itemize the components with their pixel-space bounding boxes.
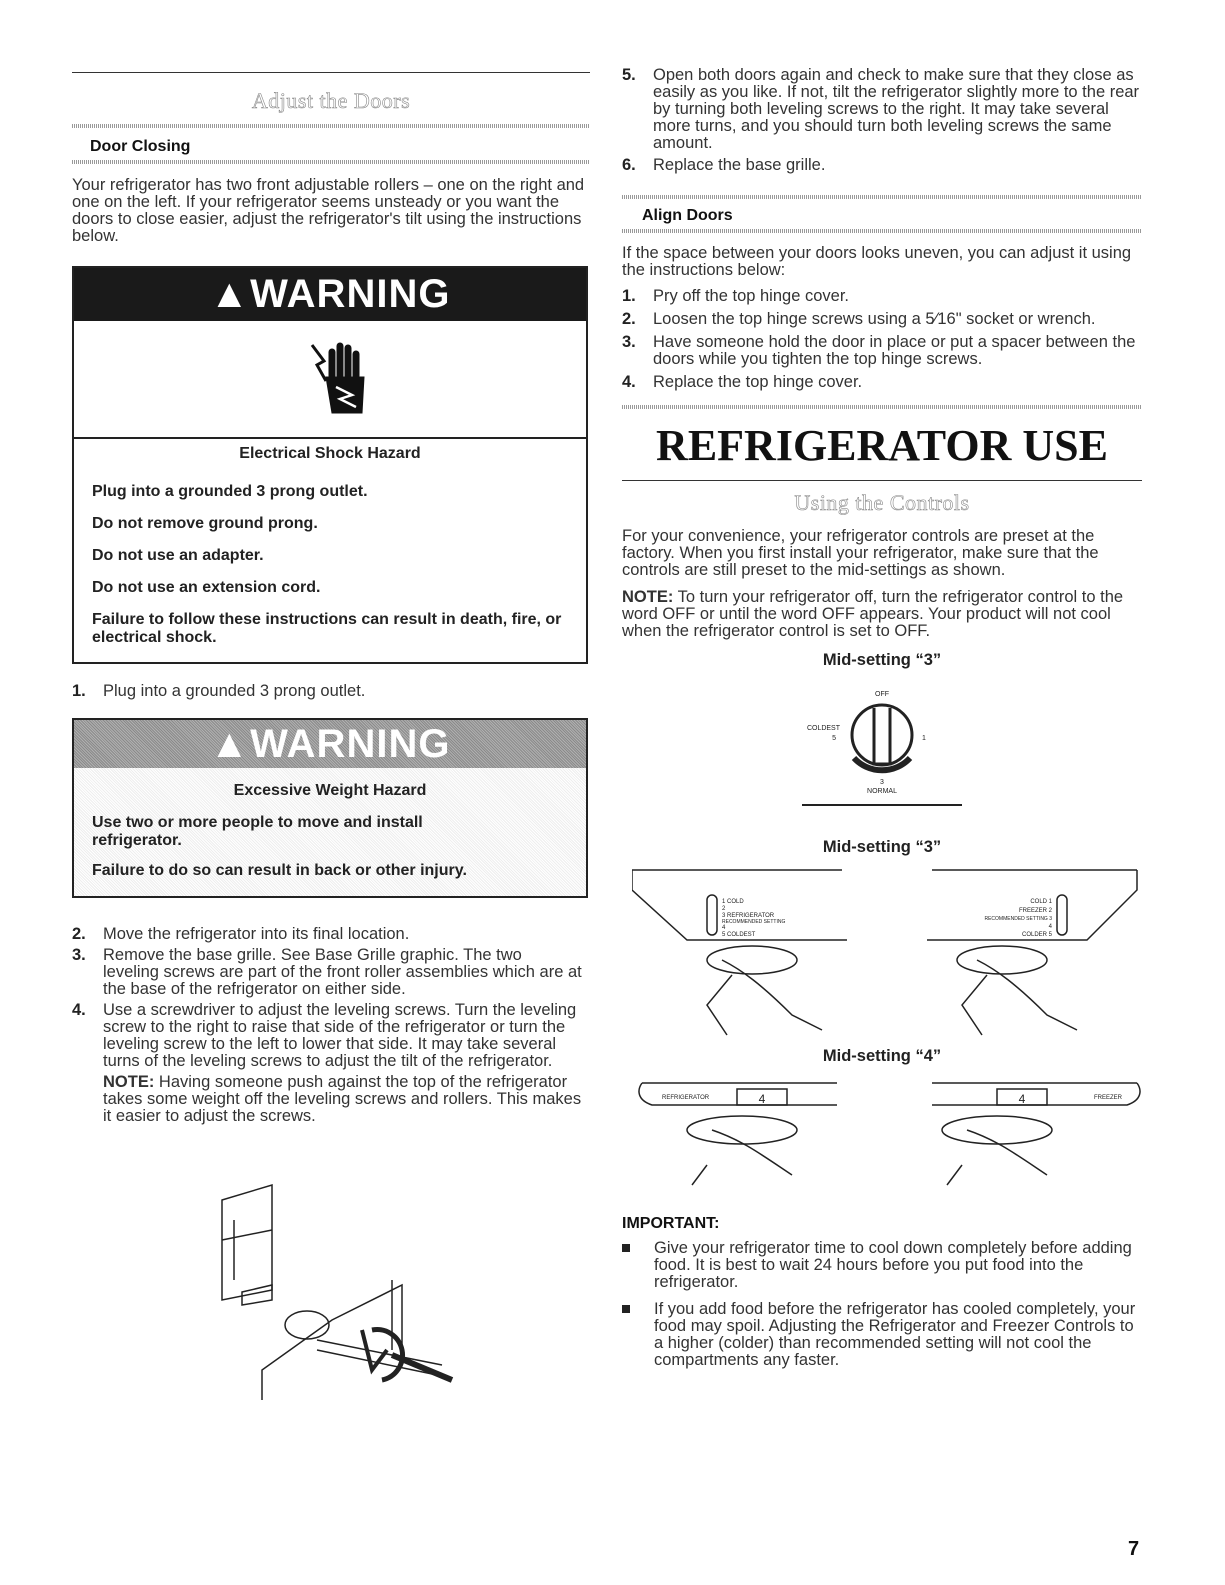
controls-text: For your convenience, your refrigerator controls are preset at the factory. When you first install your refrigerator, make sure that the controls are still preset to the mid-settings as shown. <box>622 527 1099 579</box>
caption-mid-setting-slider: Mid-setting “3” <box>822 838 942 856</box>
slider-label: 3 REFRIGERATOR <box>722 913 775 919</box>
align-step-4: 4. Replace the top hinge cover. <box>622 373 863 391</box>
warning-line: Do not use an adapter. <box>92 547 264 564</box>
shock-hazard-graphic <box>74 321 586 439</box>
section-title-adjust-doors: Adjust the Doors <box>251 88 411 113</box>
electric-shock-hand-icon <box>74 321 586 437</box>
divider <box>72 160 590 164</box>
important-bullet: Give your refrigerator time to cool down completely before adding food. It is best to wait 24 hours before you put food into the refrigerator. <box>622 1240 1142 1291</box>
warning-line: Do not remove ground prong. <box>92 515 318 532</box>
dial-three-label: 3 <box>880 779 884 786</box>
warning-label: WARNING <box>250 722 451 766</box>
main-title: REFRIGERATOR USE <box>656 421 1108 470</box>
step-2: 2. Move the refrigerator into its final location. <box>72 925 410 943</box>
dial-coldest-label: COLDEST <box>806 725 840 732</box>
warning-line: Plug into a grounded 3 prong outlet. <box>92 483 368 500</box>
door-closing-text: Your refrigerator has two front adjustable rollers – one on the right and one on the left. If your refrigerator seems unsteady or you want the doors to close easier, adjust the refrigerator's tilt using the instructions below. <box>72 176 585 245</box>
slider-label: 4 <box>1048 924 1052 930</box>
bar-freezer-value: 4 <box>1018 1092 1026 1106</box>
slider-label: RECOMMENDED SETTING 3 <box>984 916 1052 922</box>
slider-label: 2 <box>722 906 726 912</box>
important-bullet: If you add food before the refrigerator has cooled completely, your food may spoil. Adjusting the Refrigerator and Freezer Controls to a higher (colder) than recommended setting will not cool the compartments any faster. <box>622 1301 1142 1369</box>
divider <box>622 195 1142 199</box>
dial-normal-label: NORMAL <box>867 788 897 795</box>
divider <box>622 405 1142 409</box>
dial-off-label: OFF <box>875 691 889 698</box>
slider-label: RECOMMENDED SETTING <box>722 919 786 925</box>
warning-line: Use two or more people to move and install refrigerator. <box>92 814 423 849</box>
important-label: IMPORTANT: <box>622 1215 720 1232</box>
divider <box>622 229 1142 233</box>
leveling-screw-illustration <box>212 1180 512 1410</box>
align-step-2: 2. Loosen the top hinge screws using a 5⁄16" socket or wrench. <box>622 310 1096 328</box>
temperature-dial-icon <box>792 680 972 820</box>
door-closing-heading: Door Closing <box>90 138 191 155</box>
controls-note: NOTE: To turn your refrigerator off, turn the refrigerator control to the word OFF or until the word OFF appears. Your product will not cool when the refrigerator control is set to OFF. <box>622 588 1124 640</box>
bar-refrigerator-label: REFRIGERATOR <box>662 1095 710 1101</box>
step-1: 1. Plug into a grounded 3 prong outlet. <box>72 682 366 700</box>
step-6: 6. Replace the base grille. <box>622 156 826 174</box>
warning-line: Do not use an extension cord. <box>92 579 321 596</box>
warning-banner <box>74 268 586 321</box>
note: NOTE: Having someone push against the top of the refrigerator takes some weight off the leveling screws and rollers. This makes it easier to adjust the screws. <box>103 1073 582 1125</box>
warning-triangle-icon: ▲ <box>209 722 251 766</box>
step-4: 4. Use a screwdriver to adjust the leveling screws. Turn the leveling screw to the right to raise that side of the refrigerator or turn the leveling screw to the left to lower that side. It may take several turns of the leveling screws to adjust the tilt of the refrigerator. <box>72 1001 577 1070</box>
slider-label: FREEZER 2 <box>1018 908 1052 914</box>
bar-controls-illustration <box>632 1075 1147 1205</box>
warning-banner <box>74 720 586 768</box>
steps-list <box>72 926 582 1125</box>
warning-line: Failure to follow these instructions can result in death, fire, or electrical shock. <box>92 611 562 646</box>
align-doors-intro: If the space between your doors looks uneven, you can adjust it using the instructions below: <box>622 244 1132 279</box>
important-list <box>622 1240 1142 1369</box>
align-step-3: 3. Have someone hold the door in place or put a spacer between the doors while you tighten the top hinge screws. <box>622 333 1136 368</box>
warning-triangle-icon: ▲ <box>209 272 251 316</box>
warning-box-weight <box>72 718 588 898</box>
dial-one-label: 1 <box>922 735 926 742</box>
step-3: 3. Remove the base grille. See Base Grille graphic. The two leveling screws are part of the front roller assemblies which are at the base of the refrigerator on either side. <box>72 946 582 998</box>
bar-freezer-label: FREEZER <box>1093 1095 1122 1101</box>
hazard-title: Electrical Shock Hazard <box>239 445 421 462</box>
warning-label: WARNING <box>250 272 451 316</box>
align-doors-heading: Align Doors <box>642 207 733 224</box>
title-rule <box>622 480 1142 481</box>
align-step-1: 1. Pry off the top hinge cover. <box>622 287 849 305</box>
slider-label: 1 COLD <box>722 899 744 905</box>
hazard-title: Excessive Weight Hazard <box>233 782 427 799</box>
slider-label: 5 COLDEST <box>722 932 756 938</box>
left-column <box>72 0 592 1125</box>
divider <box>72 124 590 128</box>
bar-refrigerator-value: 4 <box>758 1092 766 1106</box>
dial-five-label: 5 <box>832 735 836 742</box>
steps-continued <box>622 67 1142 174</box>
slider-controls-illustration <box>632 860 1147 1040</box>
slider-label: COLD 1 <box>1030 899 1052 905</box>
caption-mid-setting-dial: Mid-setting “3” <box>822 651 942 669</box>
section-title-using-controls: Using the Controls <box>794 490 970 515</box>
slider-label: 4 <box>722 925 726 931</box>
caption-mid-setting-bar: Mid-setting “4” <box>822 1047 942 1065</box>
page-number: 7 <box>1128 1538 1140 1560</box>
align-steps-list <box>622 288 1142 391</box>
top-rule <box>72 72 590 73</box>
slider-label: COLDER 5 <box>1021 932 1052 938</box>
warning-box-electrical <box>72 266 588 664</box>
step-5: 5. Open both doors again and check to make sure that they close as easily as you like. If not, tilt the refrigerator slightly more to the rear by turning both leveling screws to the right. It may take several more turns, and you should turn both leveling screws the same amount. <box>622 66 1140 152</box>
warning-line: Failure to do so can result in back or other injury. <box>92 862 467 879</box>
